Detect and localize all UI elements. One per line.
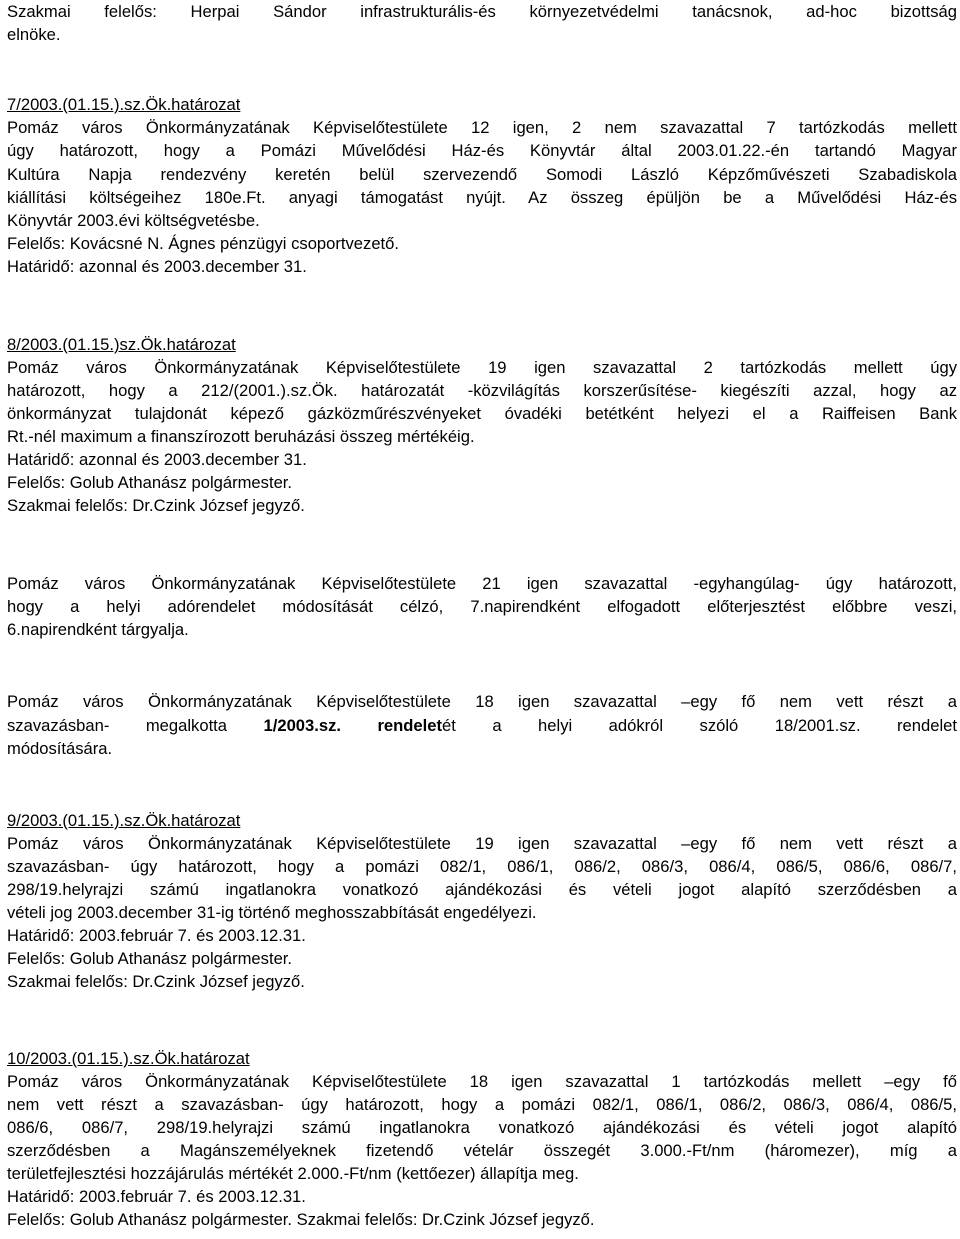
decree-text-part: szavazásban- megalkotta — [7, 716, 264, 735]
resolution-10-text: szerződésben a Magánszemélyeknek fizetendő vételár összegét 3.000.-Ft/nm (háromezer), míg a — [7, 1141, 957, 1160]
resolution-9-responsible: Felelős: Golub Athanász polgármester. — [7, 949, 293, 968]
resolution-7-text: kiállítási költségeihez 180e.Ft. anyagi támogatást nyújt. Az összeg épüljön be a Művelődési Ház-és — [7, 188, 957, 207]
resolution-8-text: önkormányzat tulajdonát képező gázközműrészvényeket óvadéki betétként helyezi el a Raiffeisen Bank — [7, 404, 957, 423]
resolution-9-text: Pomáz város Önkormányzatának Képviselőtestülete 19 igen szavazattal –egy fő nem vett részt a — [7, 834, 957, 853]
resolution-9-deadline: Határidő: 2003.február 7. és 2003.12.31. — [7, 926, 306, 945]
resolution-9-expert-responsible: Szakmai felelős: Dr.Czink József jegyző. — [7, 972, 305, 991]
resolution-10-responsible: Felelős: Golub Athanász polgármester. Szakmai felelős: Dr.Czink József jegyző. — [7, 1210, 595, 1229]
resolution-10-text: Pomáz város Önkormányzatának Képviselőtestülete 18 igen szavazattal 1 tartózkodás mellett –egy fő — [7, 1072, 957, 1091]
resolution-7-text: úgy határozott, hogy a Pomázi Művelődési Ház-és Könyvtár által 2003.01.22.-én tartandó Magyar — [7, 141, 957, 160]
resolution-8-responsible: Felelős: Golub Athanász polgármester. — [7, 473, 293, 492]
resolution-7-responsible: Felelős: Kovácsné N. Ágnes pénzügyi csoportvezető. — [7, 234, 400, 253]
resolution-8-text: Rt.-nél maximum a finanszírozott beruházási összeg mértékéig. — [7, 427, 475, 446]
resolution-10-text: nem vett részt a szavazásban- úgy határozott, hogy a pomázi 082/1, 086/1, 086/2, 086/3, 086/4, 086/5, — [7, 1095, 957, 1114]
agenda-paragraph-text: hogy a helyi adórendelet módosítását célzó, 7.napirendként elfogadott előterjesztést előbbre veszi, — [7, 597, 957, 616]
resolution-8-deadline: Határidő: azonnal és 2003.december 31. — [7, 450, 307, 469]
decree-text-part: ét a helyi adókról szóló 18/2001.sz. rendelet — [442, 716, 957, 735]
resolution-7-heading: 7/2003.(01.15.).sz.Ök.határozat — [7, 95, 241, 114]
resolution-9-text: szavazásban- úgy határozott, hogy a pomázi 082/1, 086/1, 086/2, 086/3, 086/4, 086/5, 086/6, 086/7, — [7, 857, 957, 876]
resolution-7-deadline: Határidő: azonnal és 2003.december 31. — [7, 257, 307, 276]
decree-paragraph-text — [7, 714, 957, 737]
resolution-7-text: Kultúra Napja rendezvény keretén belül szervezendő Somodi László Képzőművészeti Szabadiskola — [7, 165, 957, 184]
decree-number: 1/2003.sz. rendelet — [263, 716, 443, 735]
resolution-8-text: Pomáz város Önkormányzatának Képviselőtestülete 19 igen szavazattal 2 tartózkodás mellett úgy — [7, 358, 957, 377]
resolution-8-heading: 8/2003.(01.15.)sz.Ök.határozat — [7, 335, 236, 354]
responsible-line-cont: elnöke. — [7, 25, 61, 44]
resolution-9-heading: 9/2003.(01.15.).sz.Ök.határozat — [7, 811, 241, 830]
resolution-10-heading: 10/2003.(01.15.).sz.Ök.határozat — [7, 1049, 250, 1068]
resolution-8-text: határozott, hogy a 212/(2001.).sz.Ök. határozatát -közvilágítás korszerűsítése- kiegészíti azzal, hogy az — [7, 381, 957, 400]
agenda-paragraph-text: 6.napirendként tárgyalja. — [7, 620, 189, 639]
resolution-9-text: 298/19.helyrajzi számú ingatlanokra vonatkozó ajándékozási és vételi jogot alapító szerződésben a — [7, 880, 957, 899]
resolution-7-text: Pomáz város Önkormányzatának Képviselőtestülete 12 igen, 2 nem szavazattal 7 tartózkodás mellett — [7, 118, 957, 137]
resolution-8-expert-responsible: Szakmai felelős: Dr.Czink József jegyző. — [7, 496, 305, 515]
resolution-10-text: 086/6, 086/7, 298/19.helyrajzi számú ingatlanokra vonatkozó ajándékozási és vételi jogot alapító — [7, 1118, 957, 1137]
resolution-7-text: Könyvtár 2003.évi költségvetésbe. — [7, 211, 260, 230]
resolution-10-text: területfejlesztési hozzájárulás mértékét 2.000.-Ft/nm (kettőezer) állapítja meg. — [7, 1164, 579, 1183]
resolution-10-deadline: Határidő: 2003.február 7. és 2003.12.31. — [7, 1187, 306, 1206]
decree-paragraph-text: módosítására. — [7, 739, 113, 758]
resolution-9-text: vételi jog 2003.december 31-ig történő meghosszabbítását engedélyezi. — [7, 903, 537, 922]
agenda-paragraph-text: Pomáz város Önkormányzatának Képviselőtestülete 21 igen szavazattal -egyhangúlag- úgy határozott, — [7, 574, 957, 593]
decree-paragraph-text: Pomáz város Önkormányzatának Képviselőtestülete 18 igen szavazattal –egy fő nem vett részt a — [7, 692, 957, 711]
responsible-line: Szakmai felelős: Herpai Sándor infrastrukturális-és környezetvédelmi tanácsnok, ad-hoc bizottság — [7, 2, 957, 21]
